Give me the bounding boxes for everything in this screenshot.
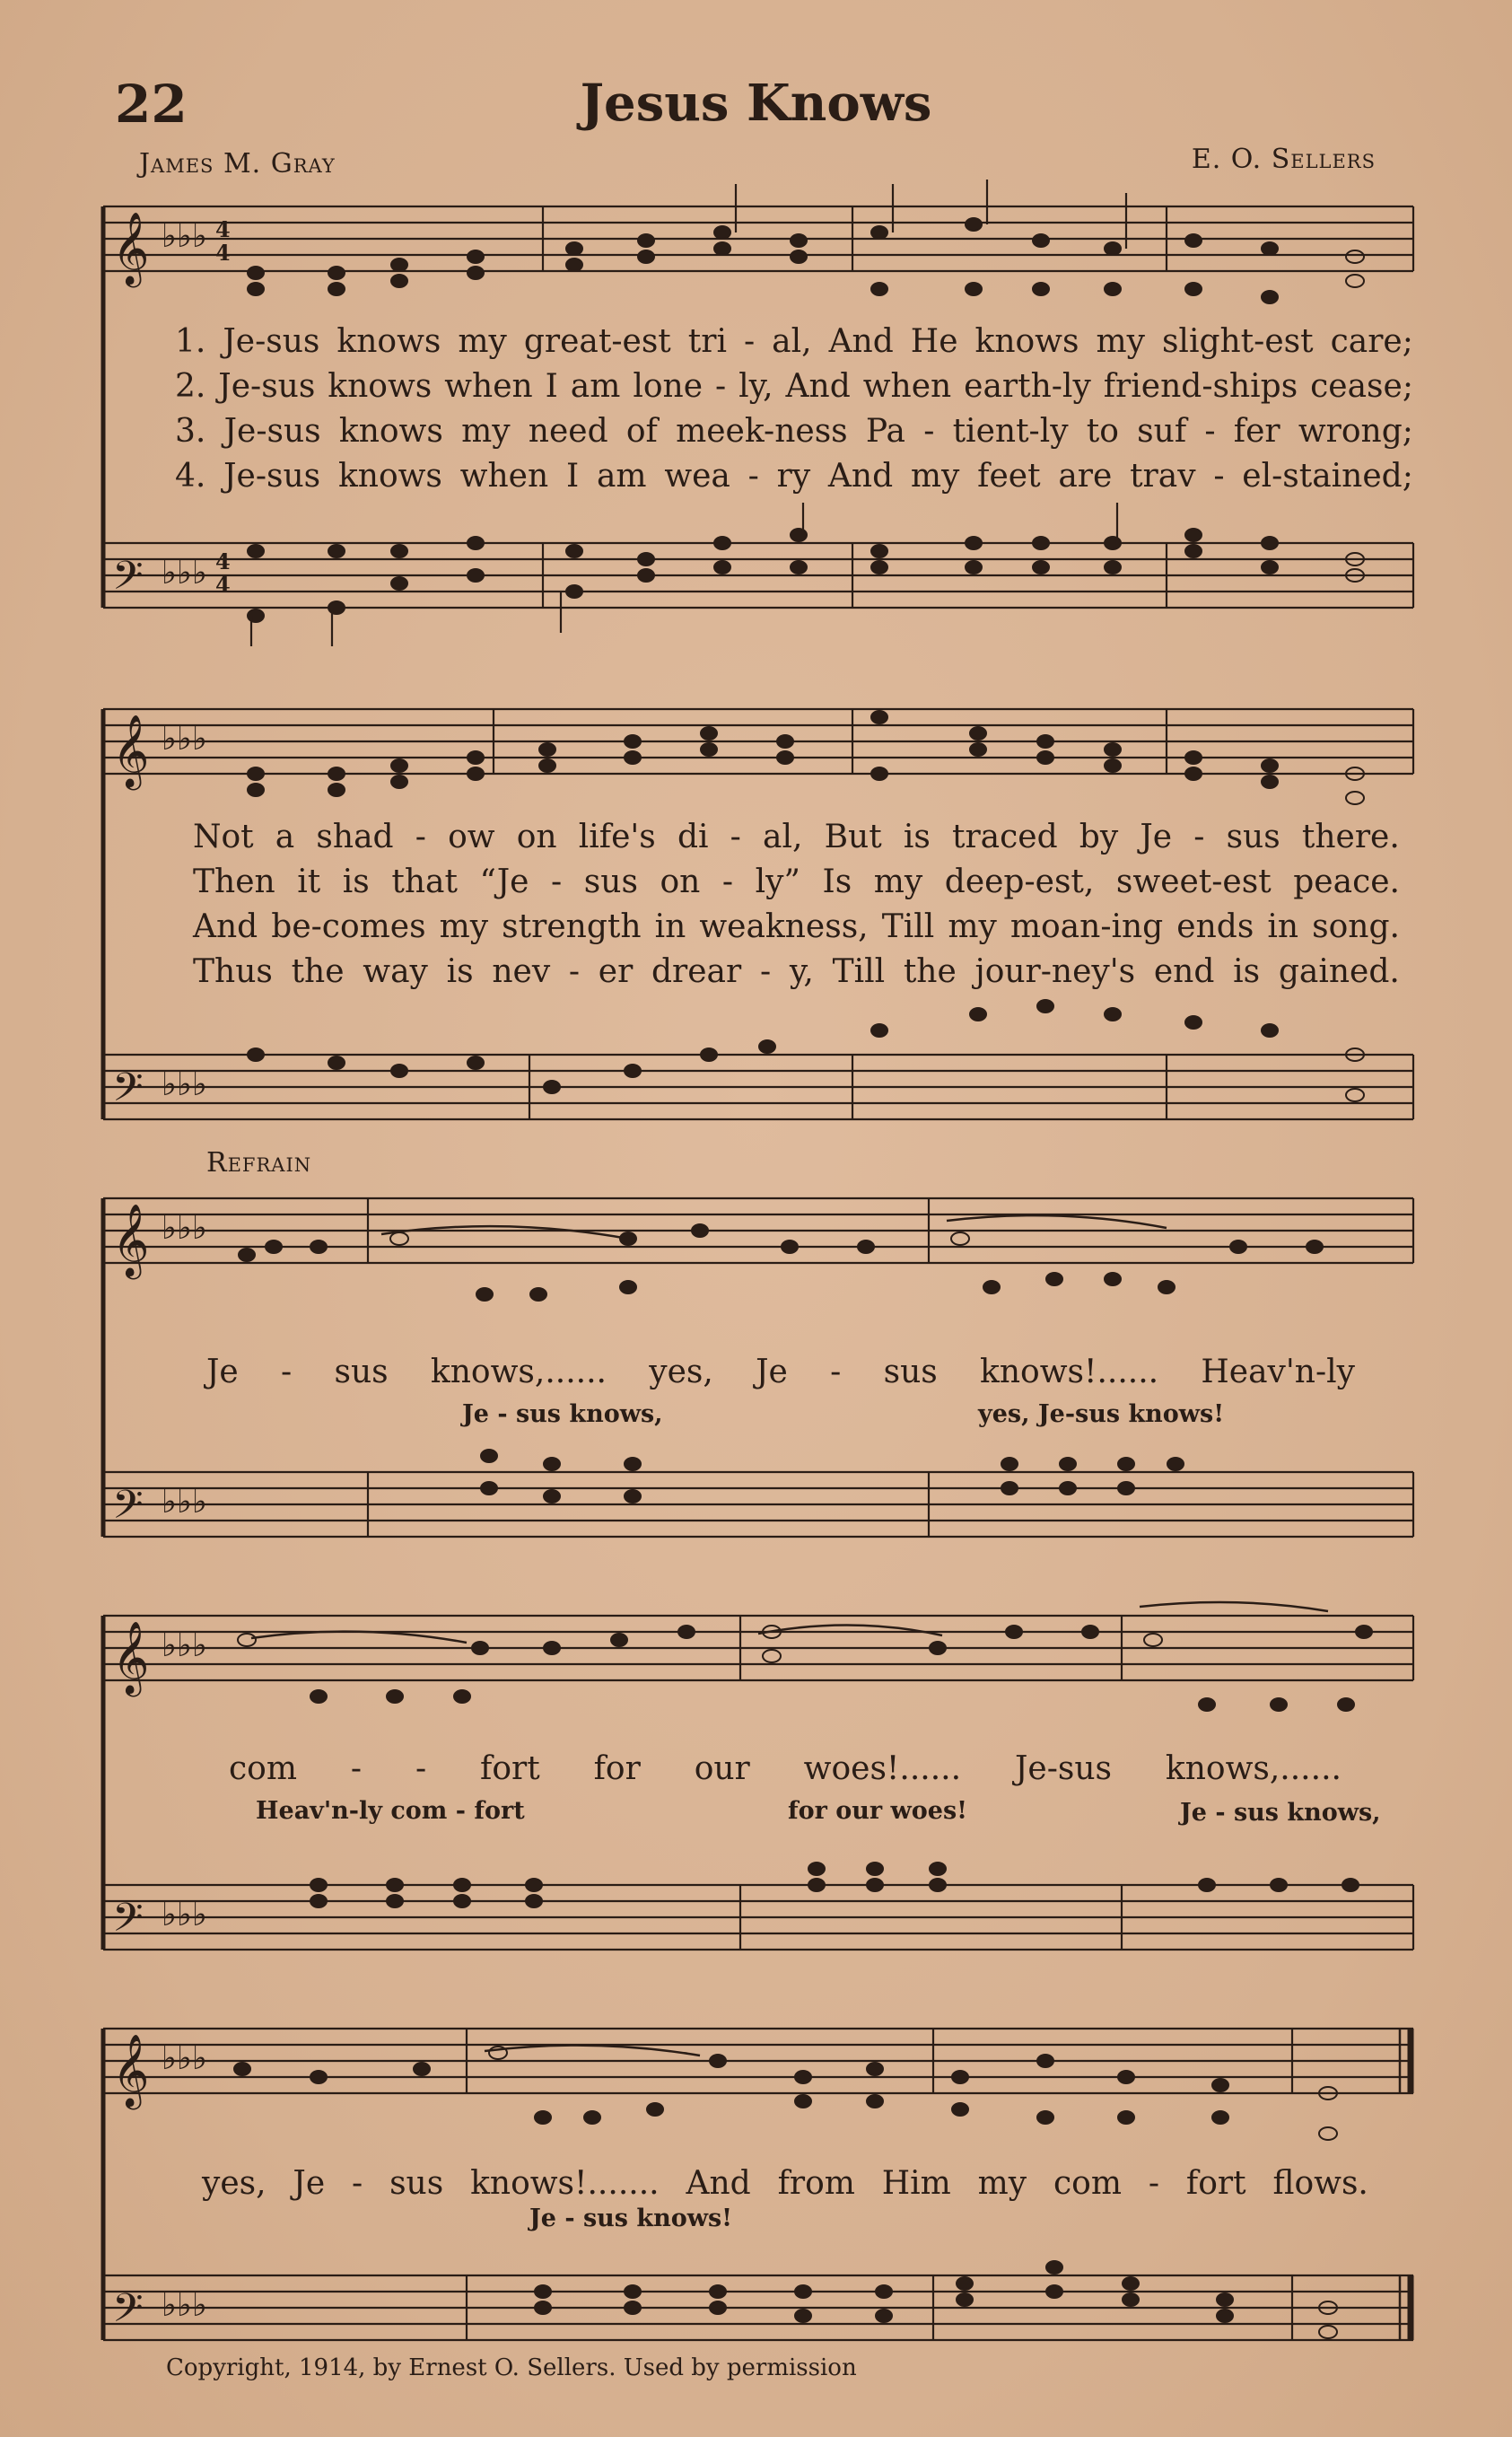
refrain-word: knows,...... [1165,1750,1342,1787]
verse-word: al, [762,819,803,855]
verse-word: And [193,908,258,945]
verse-word: when [459,458,549,495]
verse-word: Je [1140,819,1173,855]
verse-word: Thus [193,953,273,990]
verse-word: in [1267,908,1299,945]
refrain-word: - [352,2165,363,2202]
refrain-word: my [977,2165,1027,2202]
refrain-word: sus [334,1354,389,1390]
refrain-label: Refrain [206,1147,312,1179]
verse-word: He [910,323,958,360]
refrain-word: sus [883,1354,938,1390]
refrain-word: Je [206,1354,239,1390]
alto-lyric: Heav'n-ly com - fort [256,1797,525,1825]
verse-word: Not [193,819,254,855]
verse-word: on [516,819,557,855]
verse-word: is [446,953,474,990]
verse-word: Pa [865,413,905,450]
verse-word: knows [337,458,442,495]
svg-text:𝄢: 𝄢 [112,1481,144,1538]
svg-text:♭♭♭: ♭♭♭ [162,218,207,255]
refrain-word: knows!....... [470,2165,660,2202]
verse-word: sus [1226,819,1280,855]
svg-text:𝄞: 𝄞 [112,1203,150,1276]
verse-word: my [873,863,923,900]
refrain-word: our [694,1750,750,1787]
verse-word: sus [583,863,638,900]
verse-word: - [743,323,756,360]
verse-word: friend-ships [1103,368,1298,405]
refrain-word: com [1053,2165,1122,2202]
verse-word: strength [502,908,642,945]
svg-text:♭♭♭: ♭♭♭ [162,721,207,758]
refrain-word: from [777,2165,855,2202]
verse-word: Je-sus [223,323,320,360]
verse-word: I [565,458,580,495]
verse-word: 3. [175,413,206,450]
refrain-word: Je [293,2165,326,2202]
verse-word: moan-ing [1009,908,1164,945]
verse-word: al, [772,323,812,360]
verse-word: by [1079,819,1119,855]
refrain-word: woes!...... [803,1750,962,1787]
copyright-notice: Copyright, 1914, by Ernest O. Sellers. Used by permission [166,2354,857,2381]
verse-word: it [297,863,321,900]
svg-text:𝄞: 𝄞 [112,2033,150,2107]
verse-word: ly, [739,368,773,405]
alto-lyric: Je - sus knows! [529,2205,733,2232]
refrain-word: - [281,1354,293,1390]
refrain-word: knows!...... [980,1354,1159,1390]
verse-word: wrong; [1298,413,1413,450]
verse-word: knows [328,368,433,405]
refrain-word: - [830,1354,842,1390]
refrain-word: - [415,1750,427,1787]
refrain-word: fort [480,1750,540,1787]
verse-word: deep-est, [944,863,1095,900]
verse-word: - [721,863,734,900]
svg-text:♭♭♭: ♭♭♭ [162,1484,207,1521]
refrain-word: yes, [202,2165,267,2202]
verse-word: - [1193,819,1205,855]
refrain-word: Je [756,1354,788,1390]
refrain-word: yes, [649,1354,713,1390]
refrain-word: Je-sus [1014,1750,1112,1787]
hymn-title: Jesus Knows [580,74,932,133]
alto-lyric: for our woes! [788,1797,967,1825]
verse-word: - [747,458,759,495]
verse-word: are [1058,458,1113,495]
refrain-word: flows. [1272,2165,1368,2202]
svg-text:♭♭♭: ♭♭♭ [162,555,207,592]
svg-text:𝄢: 𝄢 [112,2284,144,2341]
verse-word: - [730,819,741,855]
verse-word: ly” [755,863,800,900]
verse-word: that [391,863,458,900]
verse-word: lone [633,368,704,405]
verse-word: And [828,323,894,360]
verse-word: Is [822,863,852,900]
verse-word: ry [776,458,811,495]
verse-word: when [862,368,952,405]
verse-word: trav [1130,458,1196,495]
svg-text:𝄞: 𝄞 [112,1620,150,1694]
verse-word: el-stained; [1242,458,1413,495]
verse-word: on [660,863,701,900]
verse-word: be-comes [271,908,426,945]
verse-word: earth-ly [964,368,1091,405]
verse-word: 1. [175,323,206,360]
svg-text:♭♭♭: ♭♭♭ [162,1897,207,1933]
verse-word: nev [492,953,551,990]
svg-text:𝄢: 𝄢 [112,1894,144,1950]
verse-word: fer [1233,413,1280,450]
refrain-word: fort [1185,2165,1246,2202]
verse-word: wea [664,458,730,495]
verse-word: Je-sus [223,458,321,495]
verse-word: - [551,863,563,900]
refrain-word: Him [881,2165,951,2202]
refrain-line-3 [202,2165,1368,2202]
verse-word: di [677,819,709,855]
refrain-word: - [1148,2165,1160,2202]
refrain-word: com [229,1750,297,1787]
verse-word: I [545,368,558,405]
verse-word: And [785,368,851,405]
verse-word: my [948,908,997,945]
verse-word: And [827,458,894,495]
verse-word: - [759,953,772,990]
verse-word: shad [316,819,394,855]
verse-word: knows [974,323,1079,360]
verse-word: gained. [1278,953,1400,990]
verse-word: is [342,863,370,900]
verse-word: ow [448,819,495,855]
verse-word: peace. [1293,863,1400,900]
alto-lyric: Je - sus knows, [462,1400,663,1428]
hymn-number: 22 [115,74,188,135]
svg-text:♭♭♭: ♭♭♭ [162,1066,207,1103]
verse-word: the [291,953,345,990]
refrain-word: Heav'n-ly [1201,1354,1355,1390]
verse-word: knows [336,323,441,360]
verse-word: - [1213,458,1225,495]
svg-text:♭♭♭: ♭♭♭ [162,1210,207,1247]
verse-word: my [458,323,507,360]
verse-word: - [1204,413,1216,450]
svg-text:𝄢: 𝄢 [112,1064,144,1120]
verse-word: 2. [175,368,206,405]
verse-word: y, [789,953,814,990]
verse-word: traced [951,819,1058,855]
verse-word: there. [1301,819,1400,855]
verse-word: - [714,368,727,405]
verse-word: ends [1176,908,1254,945]
refrain-word: sus [389,2165,444,2202]
verse-word: my [1096,323,1145,360]
verse-word: - [568,953,581,990]
svg-text:4: 4 [215,572,231,598]
verse-word: meek-ness [676,413,848,450]
svg-text:♭♭♭: ♭♭♭ [162,1627,207,1664]
verse-word: tri [687,323,727,360]
verse-word: life's [578,819,656,855]
verse-word: is [1233,953,1261,990]
verse-word: Then [193,863,275,900]
svg-text:♭♭♭: ♭♭♭ [162,2040,207,2077]
verse-word: Je-sus [218,368,316,405]
verse-word: 4. [175,458,206,495]
verse-word: is [903,819,931,855]
verse-word: way [363,953,428,990]
svg-text:4: 4 [215,216,231,242]
verse-word: sweet-est [1115,863,1272,900]
verse-word: feet [977,458,1041,495]
verse-word: my [461,413,511,450]
verse-word: when [444,368,533,405]
verse-word: Je-sus [223,413,321,450]
verse-word: end [1153,953,1215,990]
verse-word: my [439,908,489,945]
verse-word: Till [832,953,886,990]
verse-word: in [654,908,686,945]
alto-lyric: Je - sus knows, [1180,1799,1381,1827]
verse-word: song. [1312,908,1400,945]
verse-word: But [824,819,882,855]
svg-text:𝄞: 𝄞 [112,211,150,285]
refrain-word: And [686,2165,751,2202]
verse-word: care; [1330,323,1413,360]
verse-word: cease; [1310,368,1413,405]
svg-text:𝄢: 𝄢 [112,552,144,609]
verse-word: weakness, [699,908,869,945]
verse-word: Till [881,908,935,945]
verse-word: er [598,953,634,990]
verse-word: “Je [479,863,529,900]
svg-text:4: 4 [215,548,231,574]
svg-text:𝄞: 𝄞 [112,714,150,787]
alto-lyric: yes, Je-sus knows! [978,1400,1225,1428]
verse-word: tient-ly [952,413,1069,450]
verse-word: need [528,413,608,450]
verse-word: to [1086,413,1119,450]
verse-word: suf [1137,413,1187,450]
verse-word: slight-est [1161,323,1314,360]
verse-word: of [625,413,658,450]
verse-word: drear [651,953,742,990]
verse-word: a [275,819,295,855]
verse-word: - [415,819,426,855]
verse-word: am [570,368,621,405]
refrain-word: - [350,1750,363,1787]
verse-word: knows [338,413,443,450]
composer-credit: E. O. Sellers [1191,144,1376,175]
verse-word: jour-ney's [974,953,1136,990]
svg-text:4: 4 [215,240,231,266]
refrain-word: knows,...... [430,1354,607,1390]
verse-word: the [903,953,957,990]
verse-word: great-est [523,323,671,360]
verse-word: - [923,413,935,450]
svg-text:♭♭♭: ♭♭♭ [162,2287,207,2324]
verse-word: am [596,458,647,495]
refrain-word: for [593,1750,641,1787]
verse-word: my [910,458,960,495]
author-credit: James M. Gray [139,148,336,180]
